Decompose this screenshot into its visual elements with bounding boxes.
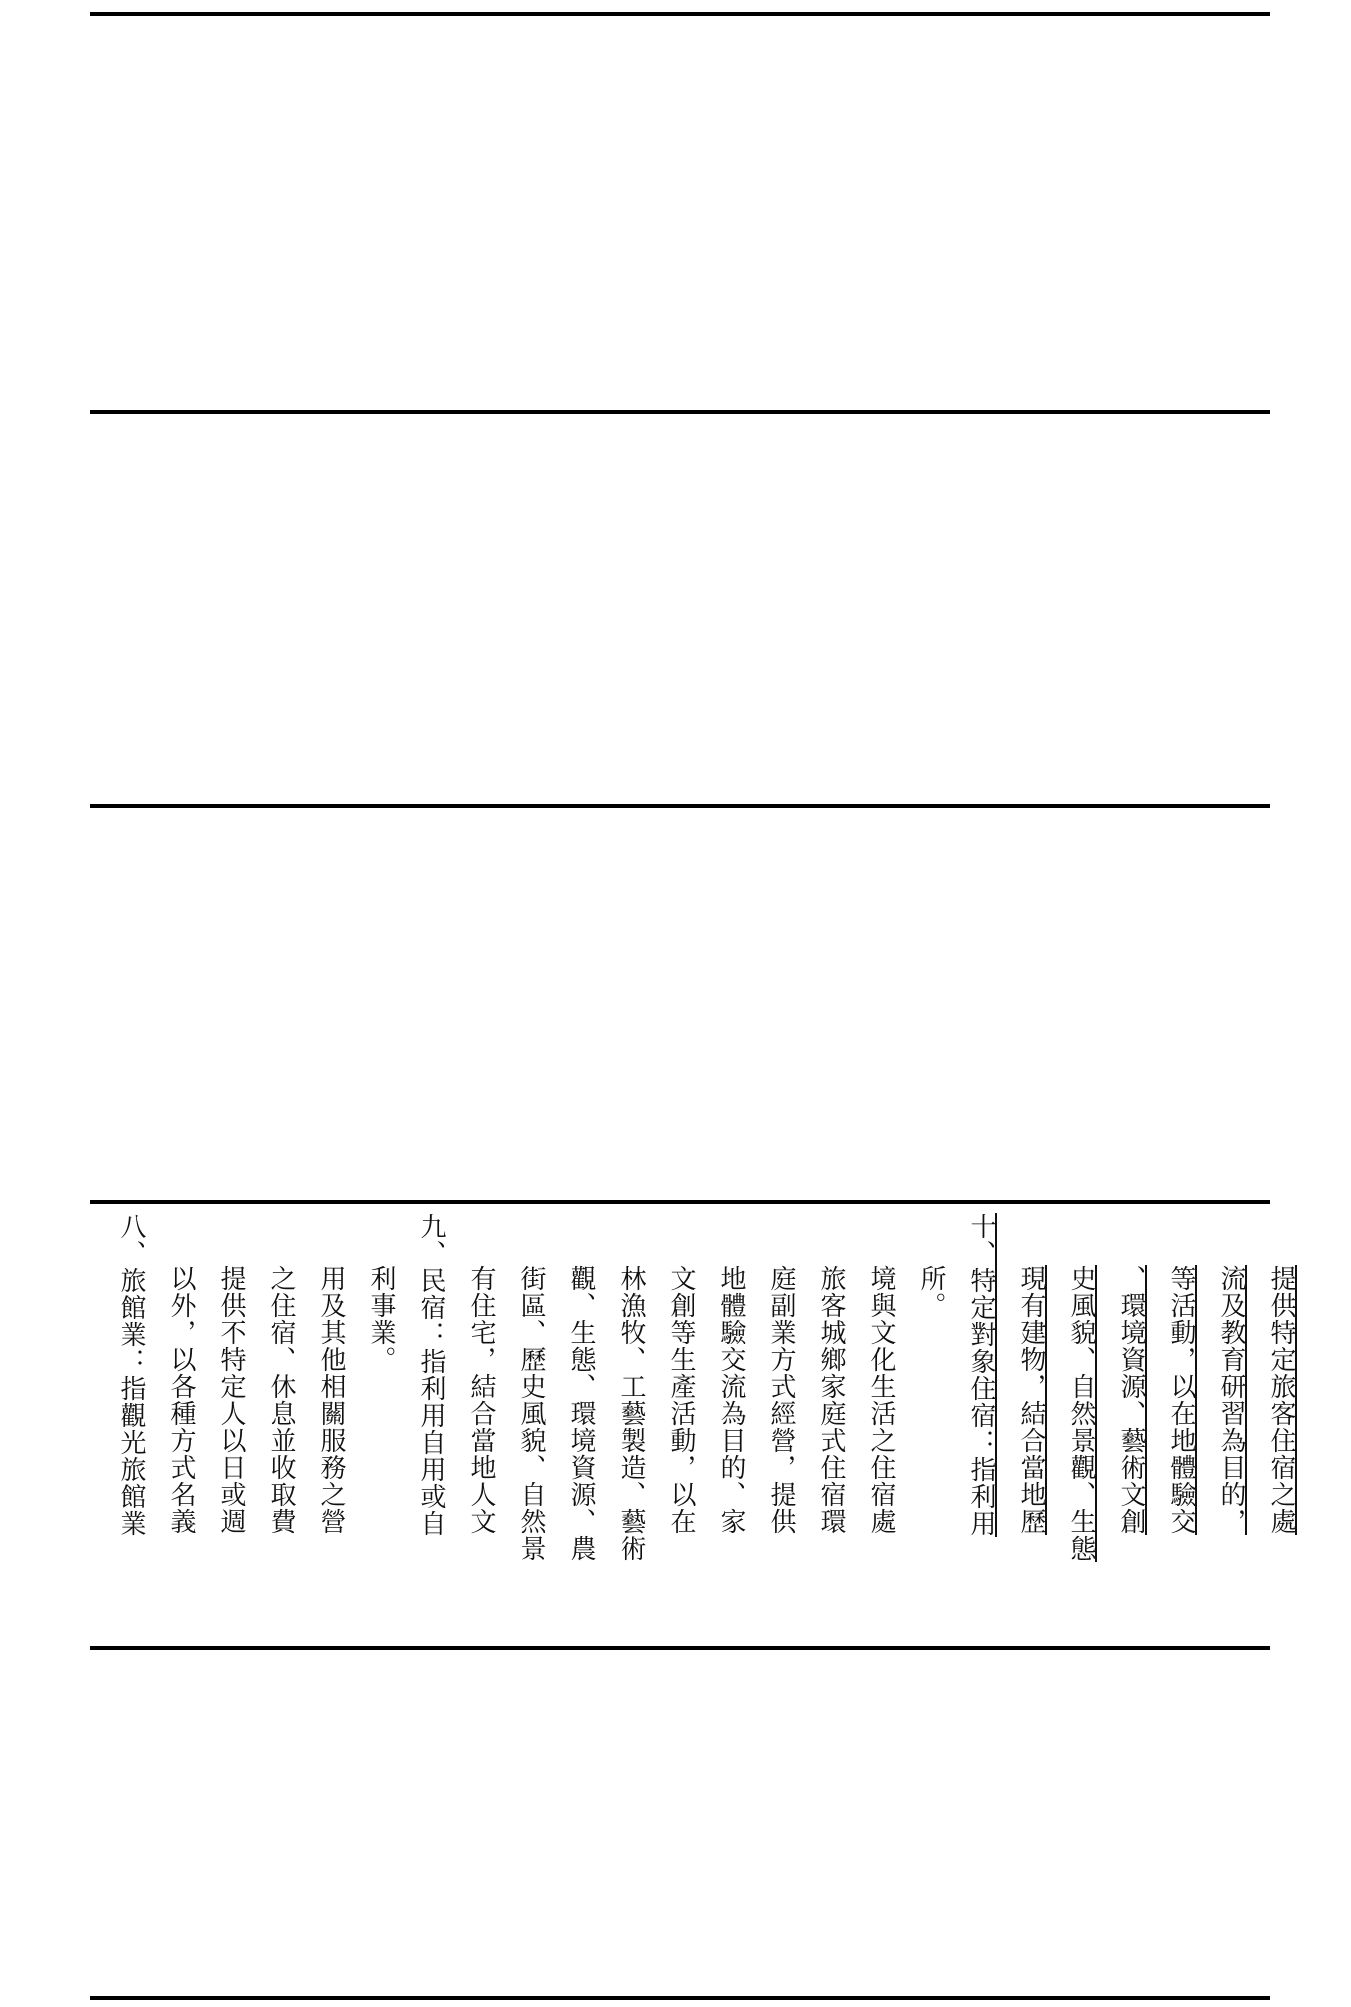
article-9-line: 文創等生產活動，以在 [666,1265,696,1535]
article-9-line: 街區、歷史風貌、自然景 [516,1265,546,1562]
article-10-line: 、環境資源、藝術文創 [1116,1265,1146,1535]
article-10-line: 現有建物，結合當地歷 [1016,1265,1046,1535]
article-8-line: 利事業。 [366,1265,396,1373]
article-9-line: 九、民宿：指利用自用或自 [416,1213,446,1537]
article-9-line: 地體驗交流為目的、家 [716,1265,746,1535]
article-9-line: 庭副業方式經營，提供 [766,1265,796,1535]
article-9-line: 旅客城鄉家庭式住宿環 [816,1265,846,1535]
article-text-block [106,1213,1296,1645]
article-8-line: 用及其他相關服務之營 [316,1265,346,1535]
article-9-line: 有住宅，結合當地人文 [466,1265,496,1535]
article-10-line: 史風貌、自然景觀、生態 [1066,1265,1096,1562]
article-9-line: 林漁牧、工藝製造、藝術 [616,1265,646,1562]
article-10-line: 流及教育研習為目的， [1216,1265,1246,1535]
article-10-line: 十、特定對象住宿：指利用 [966,1213,996,1537]
article-8-line: 提供不特定人以日或週 [216,1265,246,1535]
article-9-line: 境與文化生活之住宿處 [866,1265,896,1535]
horizontal-rule [90,1996,1270,2000]
empty-section [90,1650,1270,1996]
article-8-line: 以外，以各種方式名義 [166,1265,196,1535]
horizontal-rule [90,1200,1270,1204]
empty-section [90,16,1270,410]
article-8-line: 之住宿、休息並收取費 [266,1265,296,1535]
article-10-line: 等活動，以在地體驗交 [1166,1265,1196,1535]
article-10-line: 提供特定旅客住宿之處 [1266,1265,1296,1535]
article-9-line: 觀、生態、環境資源、農 [566,1265,596,1562]
article-9-line: 所。 [916,1265,946,1319]
empty-section [90,808,1270,1200]
article-8-line: 八、旅館業：指觀光旅館業 [116,1213,146,1537]
empty-section [90,414,1270,804]
